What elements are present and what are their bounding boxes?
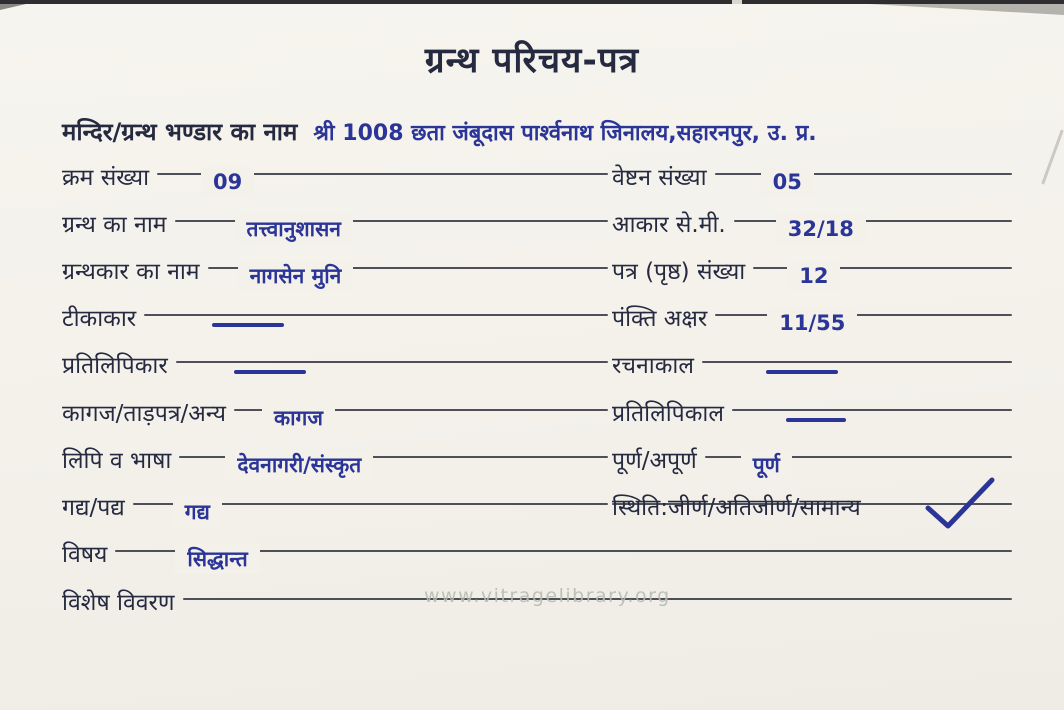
field-value: 11/55: [767, 308, 857, 338]
scan-shadow-top-right: [869, 4, 1064, 15]
field-label: रचनाकाल: [612, 353, 694, 379]
field-line: [732, 396, 1014, 438]
field-value: पूर्ण: [741, 450, 792, 480]
field-value: गद्य: [173, 497, 222, 527]
field-value: कागज: [262, 403, 335, 433]
field-label: पत्र (पृष्ठ) संख्या: [612, 259, 746, 285]
field-label: स्थिति:जीर्ण/अतिजीर्ण/सामान्य: [612, 495, 861, 521]
field-label: प्रतिलिपिकाल: [612, 401, 724, 427]
blank-dash: [234, 370, 306, 374]
field-line: [179, 443, 610, 485]
field-label: टीकाकार: [62, 306, 137, 332]
field-label: आकार से.मी.: [612, 212, 726, 238]
field-line: [734, 207, 1014, 249]
rule-line: [732, 409, 1012, 411]
field-label: मन्दिर/ग्रन्थ भण्डार का नाम: [62, 118, 298, 146]
field-label: वेष्टन संख्या: [612, 165, 707, 191]
field-line: [176, 348, 610, 390]
field-label: प्रतिलिपिकार: [62, 353, 168, 379]
field-label: लिपि व भाषा: [62, 448, 172, 474]
field-label: विषय: [62, 542, 108, 568]
field-bhandar-name: [62, 114, 1034, 150]
field-gadya-padya: [62, 490, 610, 532]
scan-shadow-top-left: [0, 4, 26, 10]
field-label: कागज/ताड़पत्र/अन्य: [62, 401, 226, 427]
field-value: 32/18: [776, 214, 866, 244]
field-granth-naam: [62, 207, 610, 249]
field-sthiti: [612, 490, 1014, 532]
rule-line: [715, 314, 1012, 316]
field-value: तत्त्वानुशासन: [235, 214, 353, 244]
field-rachnakal: [612, 348, 1014, 390]
field-vishay: [62, 537, 1014, 579]
rule-line: [702, 361, 1012, 363]
blank-dash: [766, 370, 838, 374]
watermark-text: www.vitragelibrary.org: [424, 585, 671, 607]
scan-edge-notch: [732, 0, 742, 4]
rule-line: [176, 361, 608, 363]
field-label: गद्य/पद्य: [62, 495, 125, 521]
field-label: पूर्ण/अपूर्ण: [612, 448, 697, 474]
field-pratilipikal: [612, 396, 1014, 438]
field-value: 05: [761, 167, 814, 197]
blank-dash: [786, 418, 846, 422]
field-value: सिद्धान्त: [175, 544, 259, 574]
field-line: [715, 160, 1014, 202]
scan-streak-right: [1041, 129, 1064, 185]
field-value: देवनागरी/संस्कृत: [225, 450, 373, 480]
blank-dash: [212, 323, 284, 327]
field-label: विशेष विवरण: [62, 590, 175, 616]
field-tikakar: [62, 301, 610, 343]
field-label: पंक्ति अक्षर: [612, 306, 708, 332]
field-value: श्री 1008 छता जंबूदास पार्श्वनाथ जिनालय,सहारनपुर, उ. प्र.: [313, 121, 817, 146]
field-aakar-cm: [612, 207, 1014, 249]
rule-line: [144, 314, 608, 316]
field-label: क्रम संख्या: [62, 165, 150, 191]
field-pratilipikar: [62, 348, 610, 390]
field-lipi-bhasha: [62, 443, 610, 485]
field-line: [115, 537, 1014, 579]
field-pankti-akshar: [612, 301, 1014, 343]
field-kagaj-tadpatra: [62, 396, 610, 438]
field-veshtan-sankhya: [612, 160, 1014, 202]
field-value: 12: [787, 261, 840, 291]
field-label: ग्रन्थ का नाम: [62, 212, 167, 238]
field-granthkar-naam: [62, 254, 610, 296]
tick-mark-icon: [922, 476, 996, 536]
field-line: [753, 254, 1014, 296]
field-line: [208, 254, 610, 296]
page-title: ग्रन्थ परिचय-पत्र: [424, 41, 640, 81]
field-kram-sankhya: [62, 160, 610, 202]
field-line: [175, 207, 610, 249]
field-line: [715, 301, 1014, 343]
field-label: ग्रन्थकार का नाम: [62, 259, 200, 285]
field-value: 09: [201, 167, 254, 197]
rule-line: [715, 173, 1012, 175]
field-line: [702, 348, 1014, 390]
field-line: [157, 160, 610, 202]
field-value: नागसेन मुनि: [238, 261, 354, 291]
field-patra-sankhya: [612, 254, 1014, 296]
field-line: [144, 301, 610, 343]
field-line: [133, 490, 610, 532]
field-line: [234, 396, 610, 438]
